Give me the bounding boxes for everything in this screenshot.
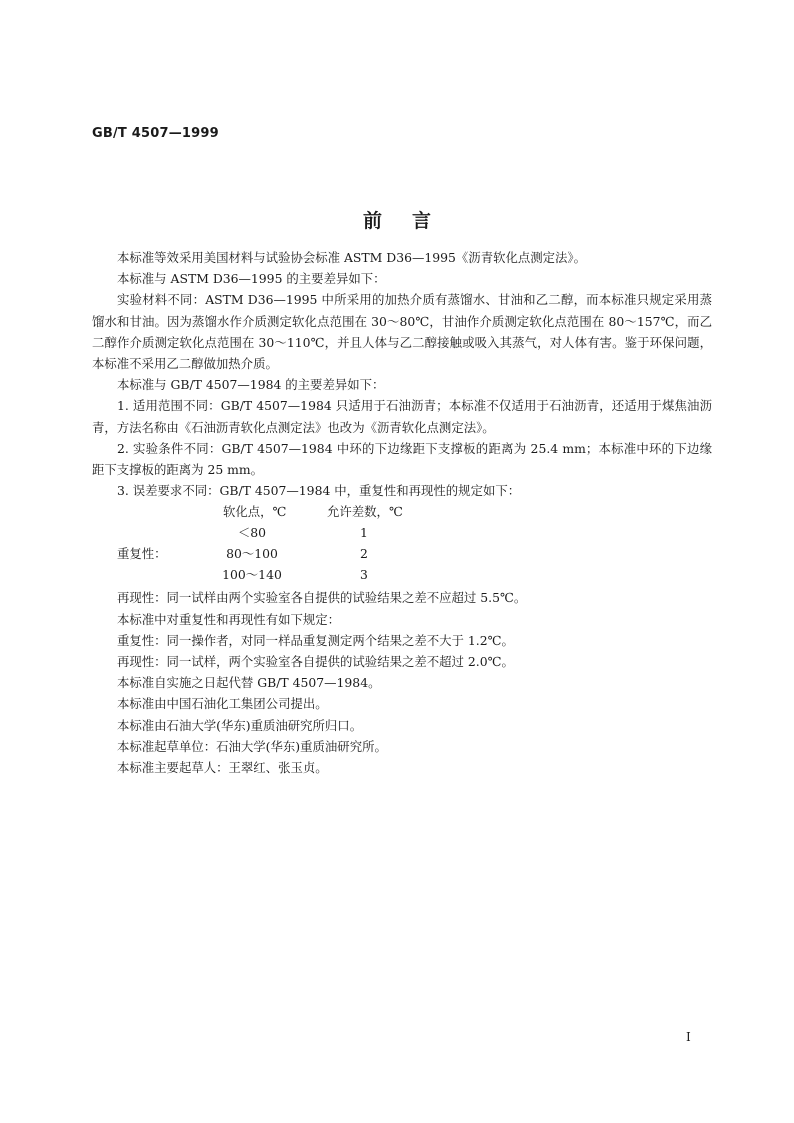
page-number: I bbox=[686, 1030, 691, 1044]
table-row-label: 重复性： bbox=[117, 546, 167, 562]
table-header-softening-point: 软化点，℃ bbox=[223, 504, 287, 520]
paragraph: 再现性：同一试样由两个实验室各自提供的试验结果之差不应超过 5.5℃。 bbox=[117, 590, 527, 606]
table-cell-range: ＜80 bbox=[237, 525, 267, 541]
table-cell-tolerance: 3 bbox=[360, 567, 368, 583]
table-header-tolerance: 允许差数，℃ bbox=[327, 504, 403, 520]
paragraph: 本标准与 GB/T 4507—1984 的主要差异如下： bbox=[117, 377, 385, 393]
paragraph: 本标准等效采用美国材料与试验协会标准 ASTM D36—1995《沥青软化点测定法》。 bbox=[117, 250, 587, 265]
document-body bbox=[92, 247, 712, 778]
paragraph: 2. 实验条件不同：GB/T 4507—1984 中环的下边缘距下支撑板的距离为 25.4 mm；本标准中环的下边缘距下支撑板的距离为 25 mm。 bbox=[92, 440, 712, 478]
table-cell-range: 80～100 bbox=[226, 546, 278, 562]
paragraph: 本标准主要起草人：王翠红、张玉贞。 bbox=[117, 760, 328, 776]
standard-code: GB/T 4507—1999 bbox=[92, 126, 219, 141]
paragraph: 实验材料不同：ASTM D36—1995 中所采用的加热介质有蒸馏水、甘油和乙二醇，而本标准只规定采用蒸馏水和甘油。因为蒸馏水作介质测定软化点范围在 30～80℃，甘油作介质测定软化点范围在 80～157℃，而乙二醇作介质测定软化点范围在 30～110℃，并且人体与乙二醇接触或吸入其蒸气，对人体有害。鉴于环保问题，本标准不采用乙二醇做加热介质。 bbox=[92, 292, 712, 372]
paragraph: 本标准起草单位：石油大学(华东)重质油研究所。 bbox=[117, 738, 387, 754]
table-cell-range: 100～140 bbox=[222, 567, 282, 583]
paragraph: 重复性：同一操作者，对同一样品重复测定两个结果之差不大于 1.2℃。 bbox=[117, 632, 514, 648]
tolerance-table bbox=[92, 501, 712, 587]
page-title: 前言 bbox=[362, 210, 461, 232]
paragraph: 再现性：同一试样，两个实验室各自提供的试验结果之差不超过 2.0℃。 bbox=[117, 654, 514, 670]
paragraph: 本标准与 ASTM D36—1995 的主要差异如下： bbox=[117, 271, 386, 287]
paragraph: 本标准由石油大学(华东)重质油研究所归口。 bbox=[117, 717, 363, 733]
table-cell-tolerance: 1 bbox=[360, 525, 368, 541]
paragraph: 本标准由中国石油化工集团公司提出。 bbox=[117, 696, 328, 712]
paragraph: 本标准自实施之日起代替 GB/T 4507—1984。 bbox=[117, 675, 381, 691]
paragraph: 3. 误差要求不同：GB/T 4507—1984 中，重复性和再现性的规定如下： bbox=[117, 483, 521, 499]
paragraph: 1. 适用范围不同：GB/T 4507—1984 只适用于石油沥青；本标准不仅适用于石油沥青，还适用于煤焦油沥青，方法名称由《石油沥青软化点测定法》也改为《沥青软化点测定法》。 bbox=[92, 398, 712, 435]
paragraph: 本标准中对重复性和再现性有如下规定： bbox=[117, 611, 341, 627]
table-cell-tolerance: 2 bbox=[360, 546, 368, 562]
